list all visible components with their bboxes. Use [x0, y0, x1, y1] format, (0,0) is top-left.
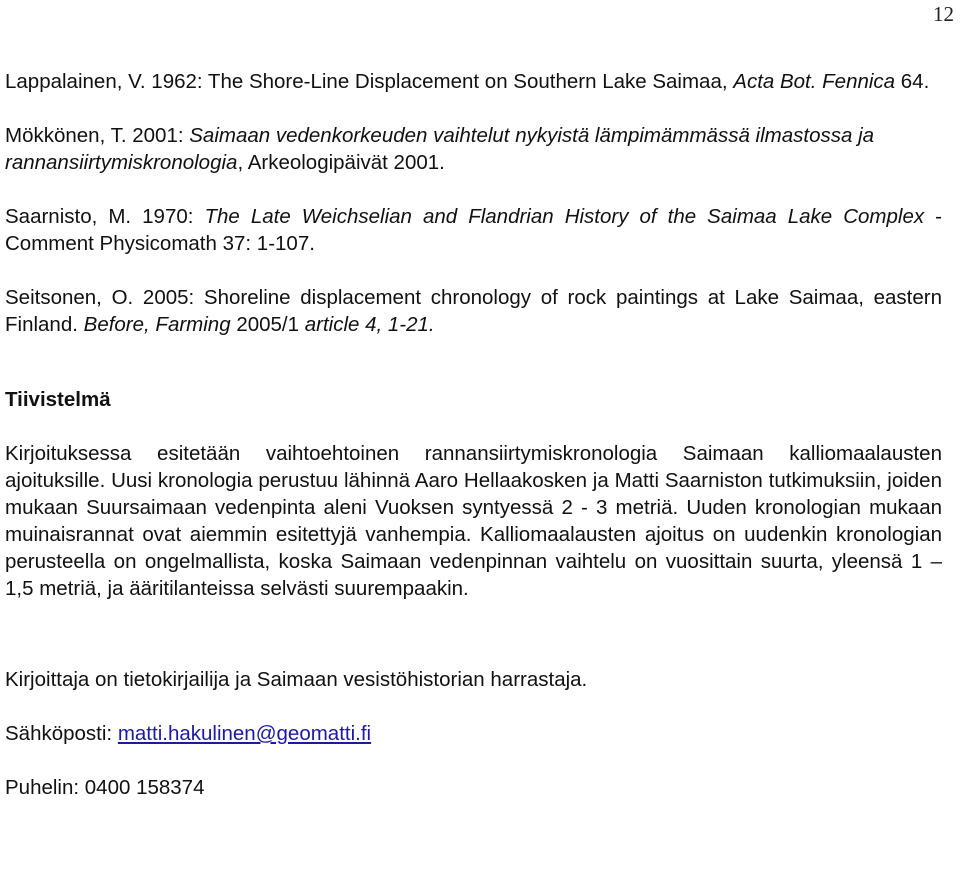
email-line	[5, 720, 942, 747]
reference-saarnisto	[5, 203, 942, 257]
reference-text: 2005/1	[230, 313, 305, 336]
abstract-heading: Tiivistelmä	[5, 388, 111, 411]
reference-journal: Before, Farming	[83, 313, 231, 336]
reference-title: The Late Weichselian and Flandrian History of the Saimaa Lake Complex	[204, 205, 925, 228]
author-note: Kirjoittaja on tietokirjailija ja Saimaan vesistöhistorian harrastaja.	[5, 668, 588, 691]
email-link[interactable]: matti.hakulinen@geomatti.fi	[117, 722, 372, 745]
email-label: Sähköposti:	[5, 722, 118, 745]
reference-seitsonen	[5, 284, 942, 338]
page-number: 12	[933, 2, 954, 26]
reference-text: 64.	[895, 70, 930, 93]
reference-text: - Comment Physicomath 37: 1-107.	[5, 205, 942, 255]
reference-lappalainen	[5, 68, 942, 95]
reference-text: Seitsonen, O. 2005: Shoreline displacement chronology of rock paintings at Lake Saimaa, eastern Finland.	[5, 286, 942, 336]
reference-mokkonen	[5, 122, 942, 176]
phone-line: Puhelin: 0400 158374	[5, 776, 205, 799]
reference-title: Saimaan vedenkorkeuden vaihtelut nykyistä lämpimämmässä ilmastossa ja rannansiirtymiskronologia	[5, 124, 875, 174]
reference-text: Saarnisto, M. 1970:	[5, 205, 205, 228]
reference-journal: Acta Bot. Fennica	[733, 70, 896, 93]
reference-article: article 4, 1-21.	[304, 313, 435, 336]
abstract-paragraph: Kirjoituksessa esitetään vaihtoehtoinen rannansiirtymiskronologia Saimaan kalliomaalausten ajoituksille. Uusi kronologia perustuu lähinnä Aaro Hellaakosken ja Matti Saarniston tutkimuksiin, joiden mukaan Suursaimaan vedenpinta aleni Vuoksen syntyessä 2 - 3 metriä. Uuden kronologian mukaan muinaisrannat ovat aiemmin esitettyjä vanhempia. Kalliomaalausten ajoitus on uudenkin kronologian perusteella on ongelmallista, koska Saimaan vedenpinnan vaihtelu on vuosittain suurta, yleensä 1 – 1,5 metriä, ja ääritilanteissa selvästi suurempaakin.	[5, 442, 942, 600]
reference-text: Mökkönen, T. 2001:	[5, 124, 190, 147]
reference-text: , Arkeologipäivät 2001.	[237, 151, 445, 174]
document-body	[5, 68, 942, 801]
reference-text: Lappalainen, V. 1962: The Shore-Line Displacement on Southern Lake Saimaa,	[5, 70, 734, 93]
